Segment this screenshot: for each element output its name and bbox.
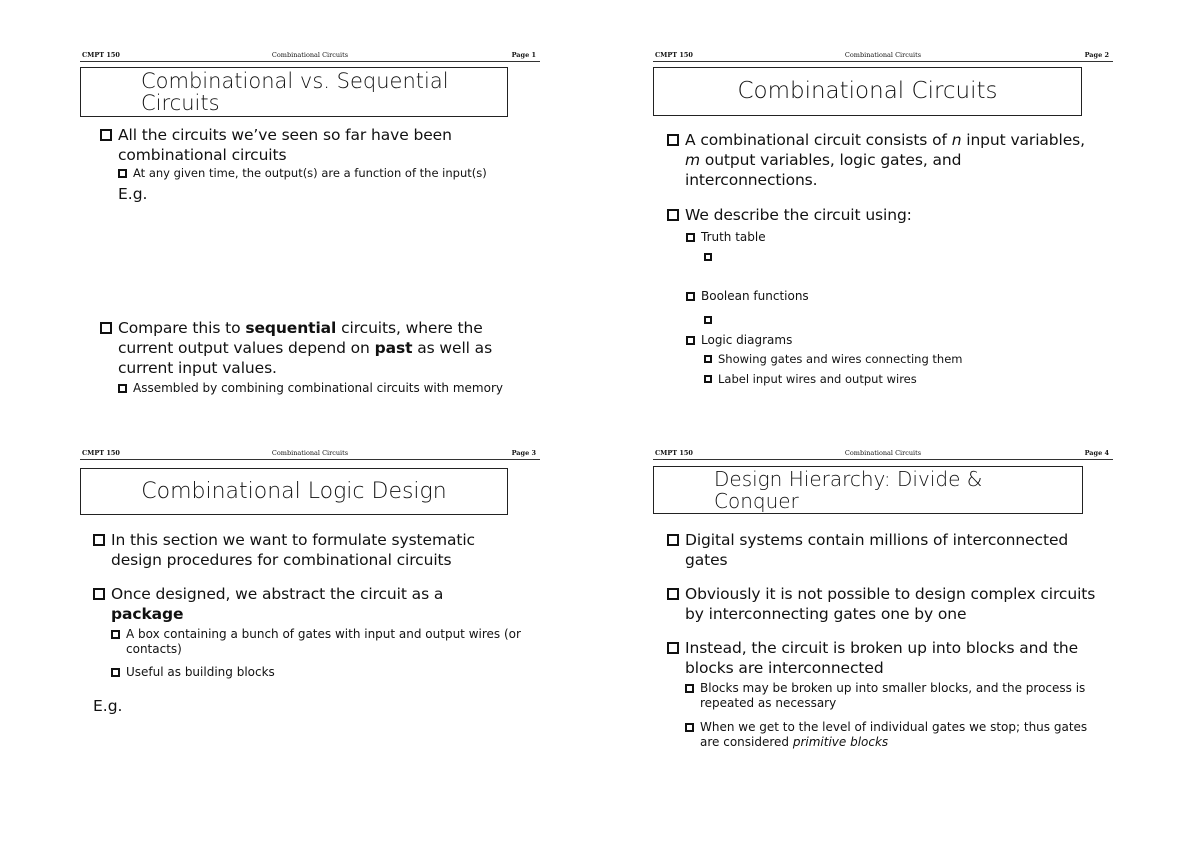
course-label: CMPT 150 (82, 449, 120, 457)
bullet: We describe the circuit using: (667, 205, 1087, 225)
page-number: Page 3 (511, 449, 536, 457)
sub-bullet: Useful as building blocks (111, 665, 531, 680)
title-line-1: Design Hierarchy: Divide & (714, 467, 983, 491)
square-bullet-icon (704, 253, 712, 261)
square-bullet-icon (100, 129, 112, 141)
square-bullet-icon (704, 355, 712, 363)
sub-bullet: When we get to the level of individual gates we stop; thus gates are considered primitive blocks (685, 720, 1110, 750)
square-bullet-icon (118, 169, 127, 178)
page-number: Page 1 (511, 51, 536, 59)
slide-3 (80, 448, 540, 848)
slide-title: Combinational Logic Design (80, 468, 508, 515)
slide-header (80, 448, 540, 460)
sub-sub-bullet: Label input wires and output wires (704, 372, 1104, 387)
slide-1 (80, 50, 540, 450)
title-line-1: Combinational vs. Sequential (141, 69, 449, 93)
square-bullet-icon (111, 630, 120, 639)
square-bullet-icon (686, 292, 695, 301)
square-bullet-icon (93, 588, 105, 600)
sub-bullet: Blocks may be broken up into smaller blocks, and the process is repeated as necessary (685, 681, 1095, 711)
square-bullet-icon (111, 668, 120, 677)
example-label: E.g. (118, 185, 148, 203)
slide-header (653, 448, 1113, 460)
topic-label: Combinational Circuits (271, 51, 349, 59)
square-bullet-icon (667, 209, 679, 221)
bullet: All the circuits we’ve seen so far have been combinational circuits (100, 125, 500, 165)
slide-title (80, 67, 508, 117)
square-bullet-icon (667, 134, 679, 146)
square-bullet-icon (667, 588, 679, 600)
slide-4 (653, 448, 1113, 848)
course-label: CMPT 150 (655, 449, 693, 457)
course-label: CMPT 150 (82, 51, 120, 59)
square-bullet-icon (685, 684, 694, 693)
sub-bullet: Assembled by combining combinational circuits with memory (118, 381, 548, 396)
topic-label: Combinational Circuits (271, 449, 349, 457)
sub-bullet: A box containing a bunch of gates with input and output wires (or contacts) (111, 627, 531, 657)
square-bullet-icon (667, 642, 679, 654)
square-bullet-icon (686, 336, 695, 345)
slide-title (653, 466, 1083, 514)
slide-title: Combinational Circuits (653, 67, 1082, 116)
bullet: Instead, the circuit is broken up into blocks and the blocks are interconnected (667, 638, 1107, 678)
sub-bullet: Truth table (686, 230, 1086, 245)
topic-label: Combinational Circuits (844, 51, 922, 59)
page-number: Page 2 (1084, 51, 1109, 59)
example-label: E.g. (93, 697, 123, 715)
square-bullet-icon (704, 316, 712, 324)
title-line-2: Conquer (714, 489, 799, 513)
sub-bullet: At any given time, the output(s) are a function of the input(s) (118, 166, 538, 181)
square-bullet-icon (100, 322, 112, 334)
square-bullet-icon (93, 534, 105, 546)
sub-bullet: Logic diagrams (686, 333, 1086, 348)
bullet: Obviously it is not possible to design complex circuits by interconnecting gates one by one (667, 584, 1097, 624)
bullet: Digital systems contain millions of interconnected gates (667, 530, 1097, 570)
course-label: CMPT 150 (655, 51, 693, 59)
bullet: Compare this to sequential circuits, where the current output values depend on past as well as current input values. (100, 318, 520, 378)
square-bullet-icon (685, 723, 694, 732)
title-line-2: Circuits (141, 91, 220, 115)
bullet: In this section we want to formulate systematic design procedures for combinational circuits (93, 530, 513, 570)
sub-bullet: Boolean functions (686, 289, 1086, 304)
square-bullet-icon (686, 233, 695, 242)
slide-2 (653, 50, 1113, 450)
slide-header (653, 50, 1113, 62)
square-bullet-icon (118, 384, 127, 393)
bullet: Once designed, we abstract the circuit as a package (93, 584, 513, 624)
topic-label: Combinational Circuits (844, 449, 922, 457)
page-number: Page 4 (1084, 449, 1109, 457)
sub-sub-bullet: Showing gates and wires connecting them (704, 352, 1104, 367)
square-bullet-icon (667, 534, 679, 546)
bullet: A combinational circuit consists of n input variables, m output variables, logic gates, and interconnections. (667, 130, 1087, 190)
square-bullet-icon (704, 375, 712, 383)
slide-header (80, 50, 540, 62)
